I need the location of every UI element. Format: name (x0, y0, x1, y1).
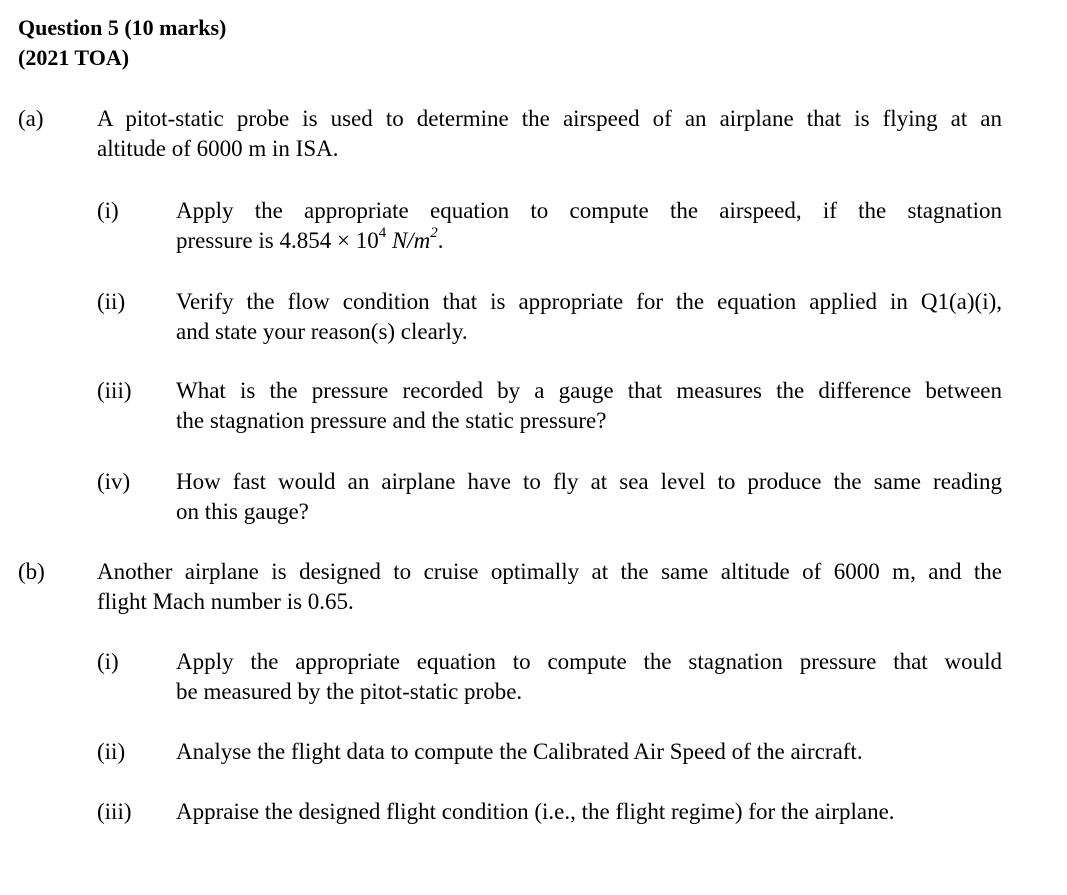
part-b-iii-line1: Appraise the designed flight condition (i.e., the flight regime) for the airplane. (176, 799, 895, 824)
part-b-iii-label: (iii) (97, 799, 132, 824)
part-a-i-unit: N/m (391, 228, 431, 253)
part-b-text (97, 557, 1002, 617)
part-a-ii-line2: and state your reason(s) clearly. (176, 319, 468, 344)
exam-reference: (2021 TOA) (18, 45, 130, 70)
part-a-text-line2: altitude of 6000 m in ISA. (97, 136, 339, 161)
part-a-text-line1: A pitot-static probe is used to determine the airspeed of an airplane that is flying at an (97, 106, 1002, 131)
part-b-ii-line1: Analyse the flight data to compute the Calibrated Air Speed of the aircraft. (176, 739, 863, 764)
part-a-i-label: (i) (97, 198, 119, 223)
part-a-iv-text (176, 467, 1002, 527)
part-a-iv-line2: on this gauge? (176, 499, 309, 524)
part-a-iv-line1: How fast would an airplane have to fly at sea level to produce the same reading (176, 469, 1002, 494)
part-a-iv-label: (iv) (97, 469, 131, 494)
part-b-i-text (176, 647, 1002, 707)
part-b-ii-label: (ii) (97, 739, 126, 764)
part-b-i-line1: Apply the appropriate equation to compute the stagnation pressure that would (176, 649, 1002, 674)
part-b-iii-text (176, 797, 1002, 827)
part-a-ii-label: (ii) (97, 289, 126, 314)
part-a-iii-line2: the stagnation pressure and the static pressure? (176, 408, 607, 433)
part-b-i-label: (i) (97, 649, 119, 674)
part-a-text (97, 104, 1002, 164)
part-a-i-text (176, 196, 1002, 256)
part-a-i-period: . (437, 228, 444, 253)
part-b-text-line1: Another airplane is designed to cruise optimally at the same altitude of 6000 m, and the (97, 559, 1002, 584)
part-a-label: (a) (18, 106, 44, 131)
part-a-ii-line1: Verify the flow condition that is appropriate for the equation applied in Q1(a)(i), (176, 289, 1002, 314)
part-a-iii-text (176, 376, 1002, 436)
part-a-iii-line1: What is the pressure recorded by a gauge that measures the difference between (176, 378, 1002, 403)
part-a-i-line1: Apply the appropriate equation to compute the airspeed, if the stagnation (176, 198, 1002, 223)
part-a-iii-label: (iii) (97, 378, 132, 403)
part-a-i-unit-exponent: 2 (430, 225, 438, 242)
part-b-ii-text (176, 737, 1002, 767)
part-a-ii-text (176, 287, 1002, 347)
part-b-label: (b) (18, 559, 45, 584)
question-title: Question 5 (10 marks) (18, 15, 227, 40)
part-b-text-line2: flight Mach number is 0.65. (97, 589, 354, 614)
part-b-i-line2: be measured by the pitot-static probe. (176, 679, 523, 704)
part-a-i-line2 (176, 226, 1002, 256)
part-a-i-exponent: 4 (378, 225, 387, 242)
part-a-i-pressure-prefix: pressure is 4.854 × 10 (176, 228, 379, 253)
